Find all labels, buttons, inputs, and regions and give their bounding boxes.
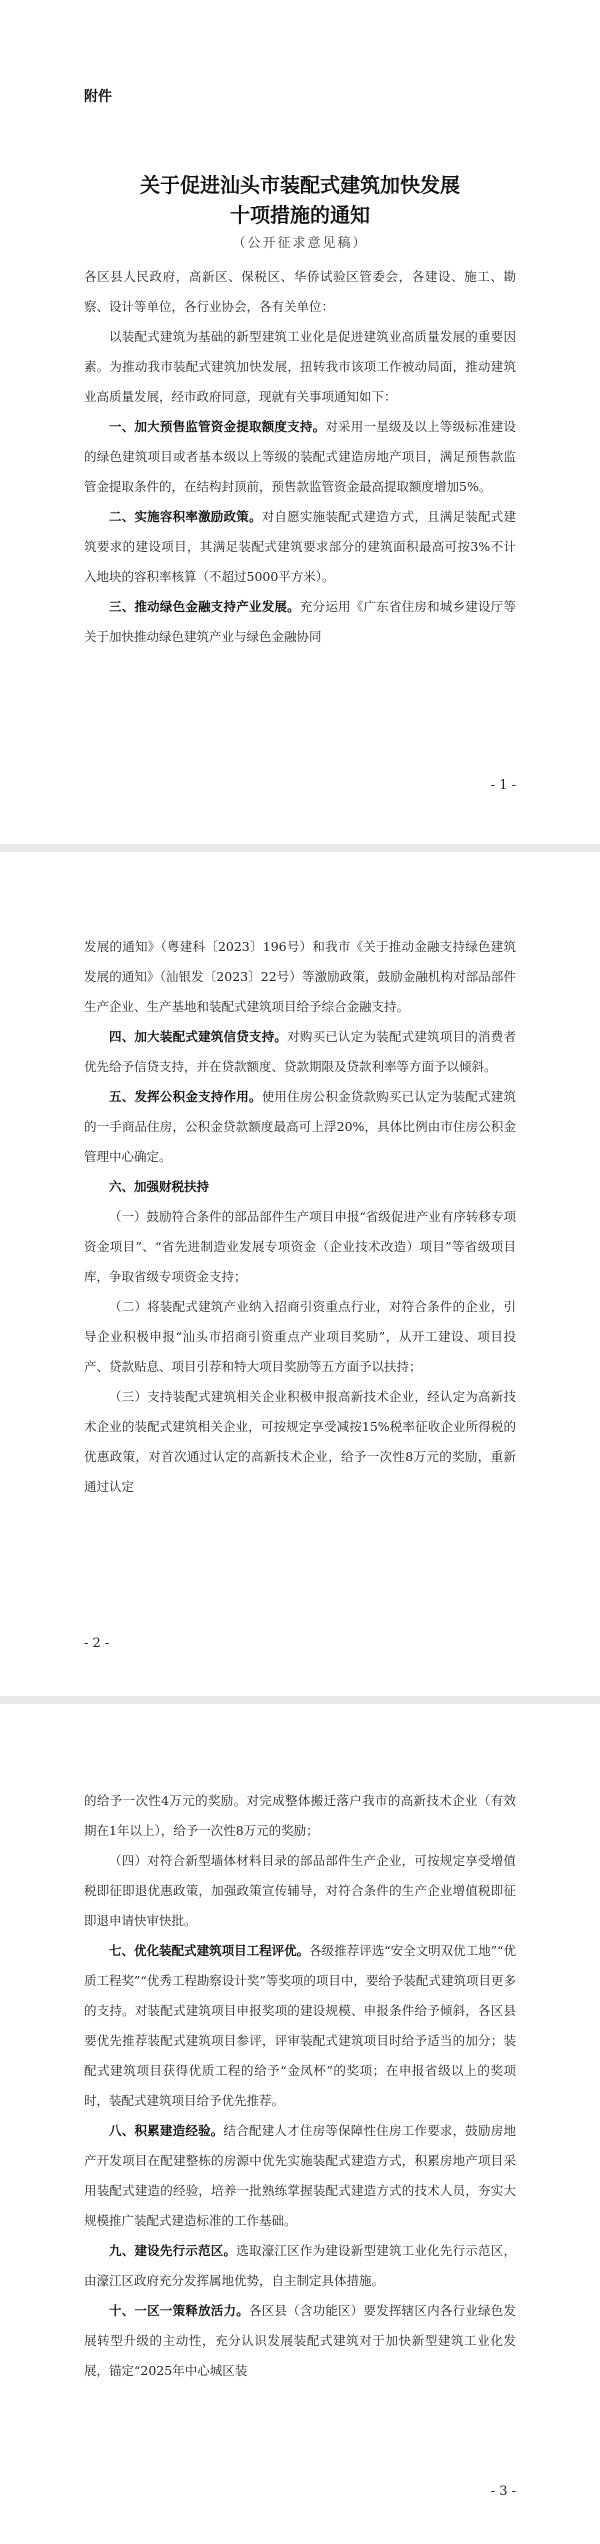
- measure-1: [84, 412, 516, 502]
- intro-paragraph: 以装配式建筑为基础的新型建筑工业化是促进建筑业高质量发展的重要因素。为推动我市装配式建筑加快发展，扭转我市该项工作被动局面，推动建筑业高质量发展，经市政府同意，现就有关事项通知如下：: [84, 329, 516, 404]
- measure-7: [84, 1936, 516, 2116]
- document-page-2: [0, 852, 600, 1696]
- attachment-label: 附件: [84, 89, 112, 105]
- measure-1-heading: 一、加大预售监管资金提取额度支持。: [109, 419, 326, 434]
- measure-6-item-3-continued: 的给予一次性4万元的奖励。对完成整体搬迁落户我市的高新技术企业（有效期在1年以上），给予一次性8万元的奖励；: [84, 1793, 516, 1838]
- measure-10: [84, 2296, 516, 2386]
- measure-5-text: 使用住房公积金贷款购买已认定为装配式建筑的一手商品住房，公积金贷款额度最高可上浮20%，具体比例由市住房公积金管理中心确定。: [84, 1089, 516, 1164]
- measure-6: [84, 1172, 516, 1202]
- document-title: [0, 170, 600, 230]
- measure-3: [84, 592, 516, 652]
- document-subtitle: （公开征求意见稿）: [232, 236, 368, 251]
- page-number-2: - 2 -: [84, 1636, 110, 1651]
- measure-6-item-2: （二）将装配式建筑产业纳入招商引资重点行业，对符合条件的企业，引导企业积极申报“汕头市招商引资重点产业项目奖励”，从开工建设、项目投产、贷款贴息、项目引荐和特大项目奖励等五方面予以扶持；: [84, 1299, 516, 1374]
- page-1-body: [84, 262, 516, 652]
- measure-3-heading: 三、推动绿色金融支持产业发展。: [109, 599, 300, 614]
- measure-10-text: 各区县（含功能区）要发挥辖区内各行业绿色发展转型升级的主动性，充分认识发展装配式建筑对于加快新型建筑工业化发展，锚定“2025年中心城区装: [84, 2303, 516, 2378]
- measure-3-text: 充分运用《广东省住房和城乡建设厅等关于加快推动绿色建筑产业与绿色金融协同: [84, 599, 516, 644]
- title-line-2: 十项措施的通知: [230, 203, 370, 227]
- document-page-3: [0, 1704, 600, 2544]
- measure-9-heading: 九、建设先行示范区。: [109, 2243, 237, 2258]
- page-number-1: - 1 -: [490, 778, 516, 793]
- greeting: 各区县人民政府，高新区、保税区、华侨试验区管委会，各建设、施工、勘察、设计等单位，各行业协会，各有关单位：: [84, 269, 516, 314]
- measure-7-heading: 七、优化装配式建筑项目工程评优。: [109, 1943, 310, 1958]
- measure-9: [84, 2236, 516, 2296]
- measure-6-item-3: （三）支持装配式建筑相关企业积极申报高新技术企业，经认定为高新技术企业的装配式建筑相关企业，可按规定享受减按15%税率征收企业所得税的优惠政策，对首次通过认定的高新技术企业，给予一次性8万元的奖励，重新通过认定: [84, 1389, 516, 1494]
- measure-1-text: 对采用一星级及以上等级标准建设的绿色建筑项目或者基本级以上等级的装配式建造房地产项目，满足预售款监管金提取条件的，在结构封顶前，预售款监管资金最高提取额度增加5%。: [84, 419, 516, 494]
- document-page-1: [0, 0, 600, 844]
- measure-6-item-4: （四）对符合新型墙体材料目录的部品部件生产企业，可按规定享受增值税即征即退优惠政策，加强政策宣传辅导，对符合条件的生产企业增值税即征即退申请快审快批。: [84, 1853, 516, 1928]
- page-2-body: [84, 932, 516, 1502]
- measure-6-heading: 六、加强财税扶持: [109, 1179, 210, 1194]
- measure-6-item-1: （一）鼓励符合条件的部品部件生产项目申报“省级促进产业有序转移专项资金项目”、“省先进制造业发展专项资金（企业技术改造）项目”等省级项目库，争取省级专项资金支持；: [84, 1209, 516, 1284]
- measure-2-text: 对自愿实施装配式建造方式，且满足装配式建筑要求的建设项目，其满足装配式建筑要求部分的建筑面积最高可按3%不计入地块的容积率核算（不超过5000平方米）。: [84, 509, 516, 584]
- measure-8-text: 结合配建人才住房等保障性住房工作要求，鼓励房地产开发项目在配建整栋的房源中优先实施装配式建造方式，积累房地产项目采用装配式建造的经验，培养一批熟练掌握装配式建造方式的技术人员，夯实大规模推广装配式建造标准的工作基础。: [84, 2123, 516, 2228]
- measure-10-heading: 十、一区一策释放活力。: [109, 2303, 249, 2318]
- measure-8-heading: 八、积累建造经验。: [109, 2123, 224, 2138]
- measure-4: [84, 1022, 516, 1082]
- measure-3-continued: 发展的通知》（粤建科〔2023〕196号）和我市《关于推动金融支持绿色建筑发展的通知》（汕银发〔2023〕22号）等激励政策，鼓励金融机构对部品部件生产企业、生产基地和装配式建筑项目给予综合金融支持。: [84, 939, 516, 1014]
- measure-7-text: 各级推荐评选“安全文明双优工地”“优质工程奖”“优秀工程勘察设计奖”等奖项的项目中，要给予装配式建筑项目更多的支持。对装配式建筑项目申报奖项的建设规模、申报条件给予倾斜，各区县要优先推荐装配式建筑项目参评，评审装配式建筑项目时给予适当的加分；装配式建筑项目获得优质工程的给予“金凤杯”的奖项；在申报省级以上的奖项时，装配式建筑项目给予优先推荐。: [84, 1943, 516, 2108]
- measure-9-text: 选取濠江区作为建设新型建筑工业化先行示范区，由濠江区政府充分发挥属地优势，自主制定具体措施。: [84, 2243, 516, 2288]
- page-number-3: - 3 -: [490, 2484, 516, 2499]
- title-line-1: 关于促进汕头市装配式建筑加快发展: [140, 173, 460, 197]
- measure-5: [84, 1082, 516, 1172]
- measure-4-heading: 四、加大装配式建筑信贷支持。: [109, 1029, 288, 1044]
- page-3-body: [84, 1786, 516, 2386]
- measure-2: [84, 502, 516, 592]
- measure-8: [84, 2116, 516, 2236]
- measure-4-text: 对购买已认定为装配式建筑项目的消费者优先给予信贷支持，并在贷款额度、贷款期限及贷款利率等方面予以倾斜。: [84, 1029, 516, 1074]
- measure-5-heading: 五、发挥公积金支持作用。: [109, 1089, 262, 1104]
- measure-2-heading: 二、实施容积率激励政策。: [109, 509, 262, 524]
